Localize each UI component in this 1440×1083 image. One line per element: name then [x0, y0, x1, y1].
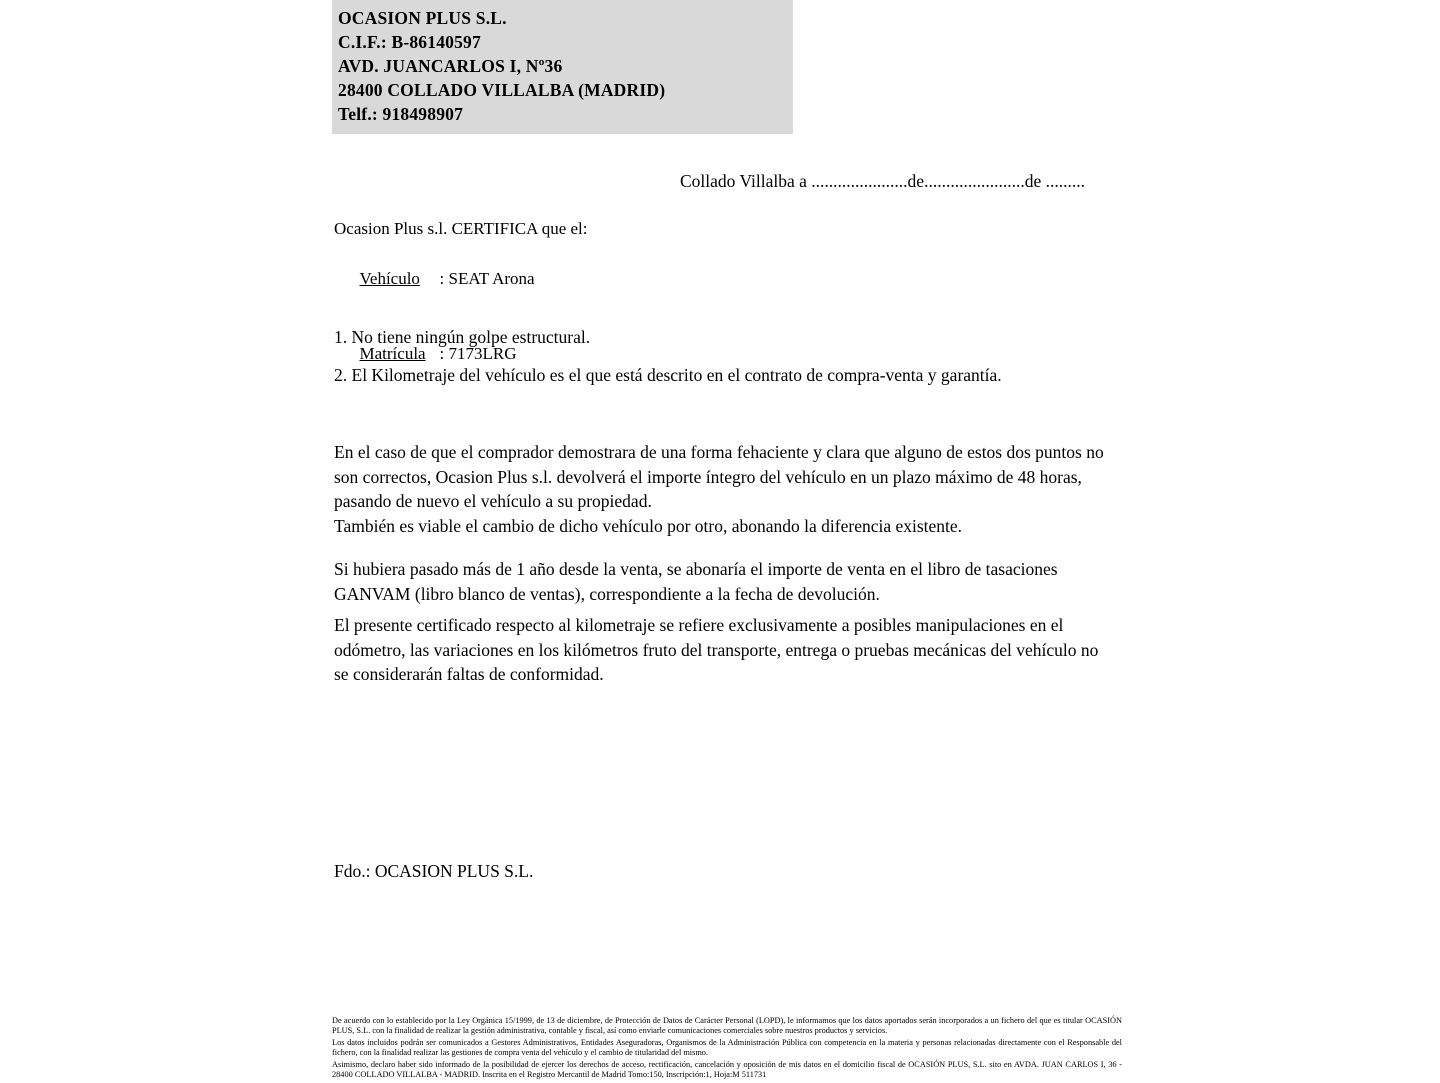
legal-paragraph-1: De acuerdo con lo establecido por la Ley Orgánica 15/1999, de 13 de diciembre, de Protección de Datos de Carácter Personal (LOPD), le informamos que los datos aportados serán incorporados a un fichero del que es titular OCASIÓN PLUS, S.L. con la finalidad de realizar la gestión administrativa, contable y fiscal, así como enviarle comunicaciones comerciales sobre nuestros productos y servicios.: [332, 1016, 1122, 1035]
certified-point-2: 2. El Kilometraje del vehículo es el que está descrito en el contrato de compra-venta y garantía.: [334, 365, 1002, 385]
vehicle-field-label: Vehículo: [359, 269, 420, 288]
vehicle-field-value: SEAT Arona: [448, 269, 535, 288]
body-paragraph-1: En el caso de que el comprador demostrara de una forma fehaciente y clara que alguno de estos dos puntos no son correctos, Ocasion Plus s.l. devolverá el importe íntegro del vehículo en un plazo máximo de 48 horas, pasando de nuevo el vehículo a su propiedad.: [334, 442, 1104, 511]
vehicle-field-separator: :: [439, 269, 449, 288]
company-name: OCASION PLUS S.L.: [338, 8, 507, 28]
company-letterhead: [332, 0, 793, 134]
company-cif: C.I.F.: B-86140597: [338, 32, 481, 52]
legal-paragraph-2: Los datos incluidos podrán ser comunicados a Gestores Administrativos, Entidades Aseguradoras, Organismos de la Administración Pública con competencia en la materia y personas relacionadas directamente con el Responsable del fichero, con la finalidad realizar las gestiones de compra venta del vehículo y el cambio de titularidad del mismo.: [332, 1038, 1122, 1057]
company-phone: Telf.: 918498907: [338, 104, 464, 124]
company-address-street: AVD. JUANCARLOS I, Nº36: [338, 56, 563, 76]
certifies-intro: Ocasion Plus s.l. CERTIFICA que el:: [334, 219, 588, 238]
legal-paragraph-3: Asimismo, declaro haber sido informado de la posibilidad de ejercer los derechos de acceso, rectificación, cancelación y oposición de mis datos en el domicilio fiscal de OCASIÓN PLUS, S.L. sito en AVDA. JUAN CARLOS I, 36 - 28400 COLLADO VILLALBA - MADRID. Inscrita en el Registro Mercantil de Madrid Tomo:150, Inscripción:1, Hoja:M 511731: [332, 1060, 1122, 1079]
certified-point-1: 1. No tiene ningún golpe estructural.: [334, 327, 591, 347]
plate-field-label: Matrícula: [359, 344, 426, 363]
date-line: Collado Villalba a ......................de.......................de .........: [680, 171, 1085, 191]
company-address-city: 28400 COLLADO VILLALBA (MADRID): [338, 80, 666, 100]
vehicle-field-row: [334, 241, 588, 316]
plate-field-value: 7173LRG: [448, 344, 517, 363]
plate-field-separator: :: [439, 344, 449, 363]
body-paragraph-4: El presente certificado respecto al kilometraje se refiere exclusivamente a posibles manipulaciones en el odómetro, las variaciones en los kilómetros fruto del transporte, entrega o pruebas mecánicas del vehículo no se considerarán faltas de conformidad.: [334, 615, 1099, 684]
signature-line: Fdo.: OCASION PLUS S.L.: [334, 861, 534, 881]
legal-footnote: [332, 1016, 1122, 1083]
body-paragraph-2: También es viable el cambio de dicho vehículo por otro, abonando la diferencia existente.: [334, 516, 963, 536]
body-paragraph-3: Si hubiera pasado más de 1 año desde la venta, se abonaría el importe de venta en el libro de tasaciones GANVAM (libro blanco de ventas), correspondiente a la fecha de devolución.: [334, 559, 1058, 604]
